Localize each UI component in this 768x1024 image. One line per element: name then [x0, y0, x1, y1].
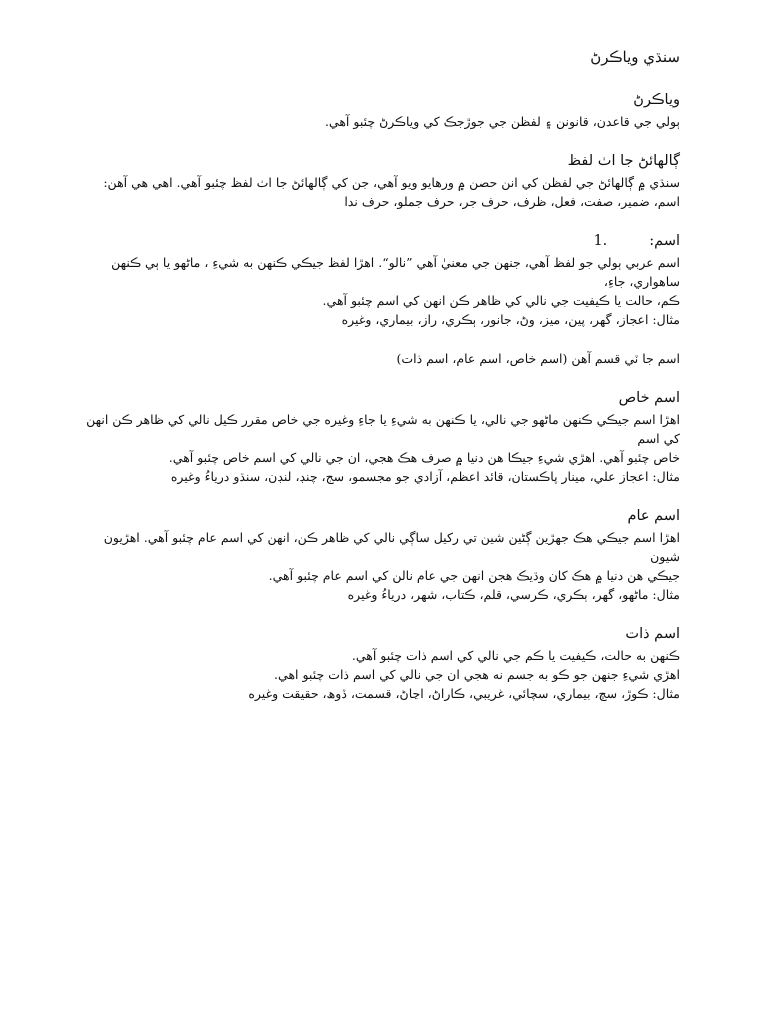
numbered-heading	[80, 233, 680, 249]
paragraph-line: اهڙي شيءِ جنهن جو ڪو به جسم نه هجي ان جي نالي کي اسم ذات چئبو اهي.	[274, 667, 680, 682]
section-heading: اسم خاص	[618, 390, 680, 406]
paragraph-line: جيڪي هن دنيا ۾ هڪ کان وڌيڪ هجن انهن جي عام نالن کي اسم عام چئبو آهي.	[268, 568, 680, 583]
section-ism-aam	[80, 508, 680, 604]
paragraph-line: مثال: اعجاز، گهر، پين، ميز، وڻ، جانور، ٻڪري، راز، بيماري، وغيره	[341, 312, 680, 327]
paragraph-line: اسم عربي ٻولي جو لفظ آهي، جنهن جي معنيٰ آهي ”نالو“. اهڙا لفظ جيڪي ڪنهن به شيءِ ، ماڻهو يا ٻي ڪنهن ساهواري، جاءِ،	[111, 255, 680, 289]
section-parts-of-speech	[80, 153, 680, 211]
paragraph-line: مثال: ڪوڙ، سچ، بيماري، سچائي، غريبي، ڪاراڻ، اڃاڻ، قسمت، ڏوھ، حقيقت وغيره	[248, 686, 680, 701]
paragraph-line: اسم جا ٽي قسم آهن (اسم خاص، اسم عام، اسم ذات)	[396, 351, 680, 366]
paragraph-line: سنڌي ۾ ڳالهائڻ جي لفظن کي انن حصن ۾ ورهايو ويو آهي، جن کي ڳالهائڻ جا اٺ لفظ چئبو آهي. اهي هي آهن:	[103, 175, 680, 190]
paragraph-line: ڪم، حالت يا ڪيفيت جي نالي کي ظاهر ڪن انهن کي اسم چئبو آهي.	[322, 293, 680, 308]
document-title: سنڌي وياڪرڻ	[590, 48, 680, 66]
paragraph-line: اسم، ضمير، صفت، فعل، ظرف، حرف جر، حرف جملو، حرف ندا	[344, 194, 680, 209]
section-ism-zaat	[80, 626, 680, 703]
section-ism	[80, 233, 680, 329]
section-heading: اسم:	[649, 233, 680, 249]
section-number: 1.	[593, 233, 608, 249]
section-heading: ڳالهائڻ جا اٺ لفظ	[567, 153, 680, 169]
paragraph-line: ٻولي جي قاعدن، قانونن ۽ لفظن جي جوڙجڪ کي وياڪرڻ چئبو آهي.	[324, 114, 680, 129]
paragraph-line: اهڙا اسم جيڪي هڪ جهڙين ڳڻين شين تي رکيل ساڳي نالي کي ظاهر ڪن، انهن کي اسم عام چئبو آهي. اهڙيون شيون	[103, 530, 680, 564]
section-heading: اسم ذات	[625, 626, 680, 642]
paragraph-line: اهڙا اسم جيڪي ڪنهن ماڻهو جي نالي، يا ڪنهن به شيءِ يا جاءِ وغيره جي خاص مقرر ڪيل نالي کي ظاهر ڪن انهن کي اسم	[86, 412, 680, 446]
section-heading: اسم عام	[627, 508, 680, 524]
paragraph-line: خاص چئبو آهي. اهڙي شيءِ جيڪا هن دنيا ۾ صرف هڪ هجي، ان جي نالي کي اسم خاص چئبو آهي.	[168, 450, 680, 465]
section-ism-types	[80, 349, 680, 368]
paragraph-line: ڪنهن به حالت، ڪيفيت يا ڪم جي نالي کي اسم ذات چئبو آهي.	[351, 648, 680, 663]
paragraph-line: مثال: اعجاز علي، مينار پاڪستان، قائد اعظم، آزادي جو مجسمو، سج، چنڊ، لنڊن، سنڌو درياءُ وغيره	[170, 469, 680, 484]
section-heading: وياڪرڻ	[633, 92, 680, 108]
paragraph-line: مثال: ماڻهو، گهر، ٻڪري، ڪرسي، قلم، ڪتاب، شهر، درياءُ وغيره	[347, 587, 680, 602]
section-ism-khas	[80, 390, 680, 486]
section-vyakaran	[80, 92, 680, 131]
